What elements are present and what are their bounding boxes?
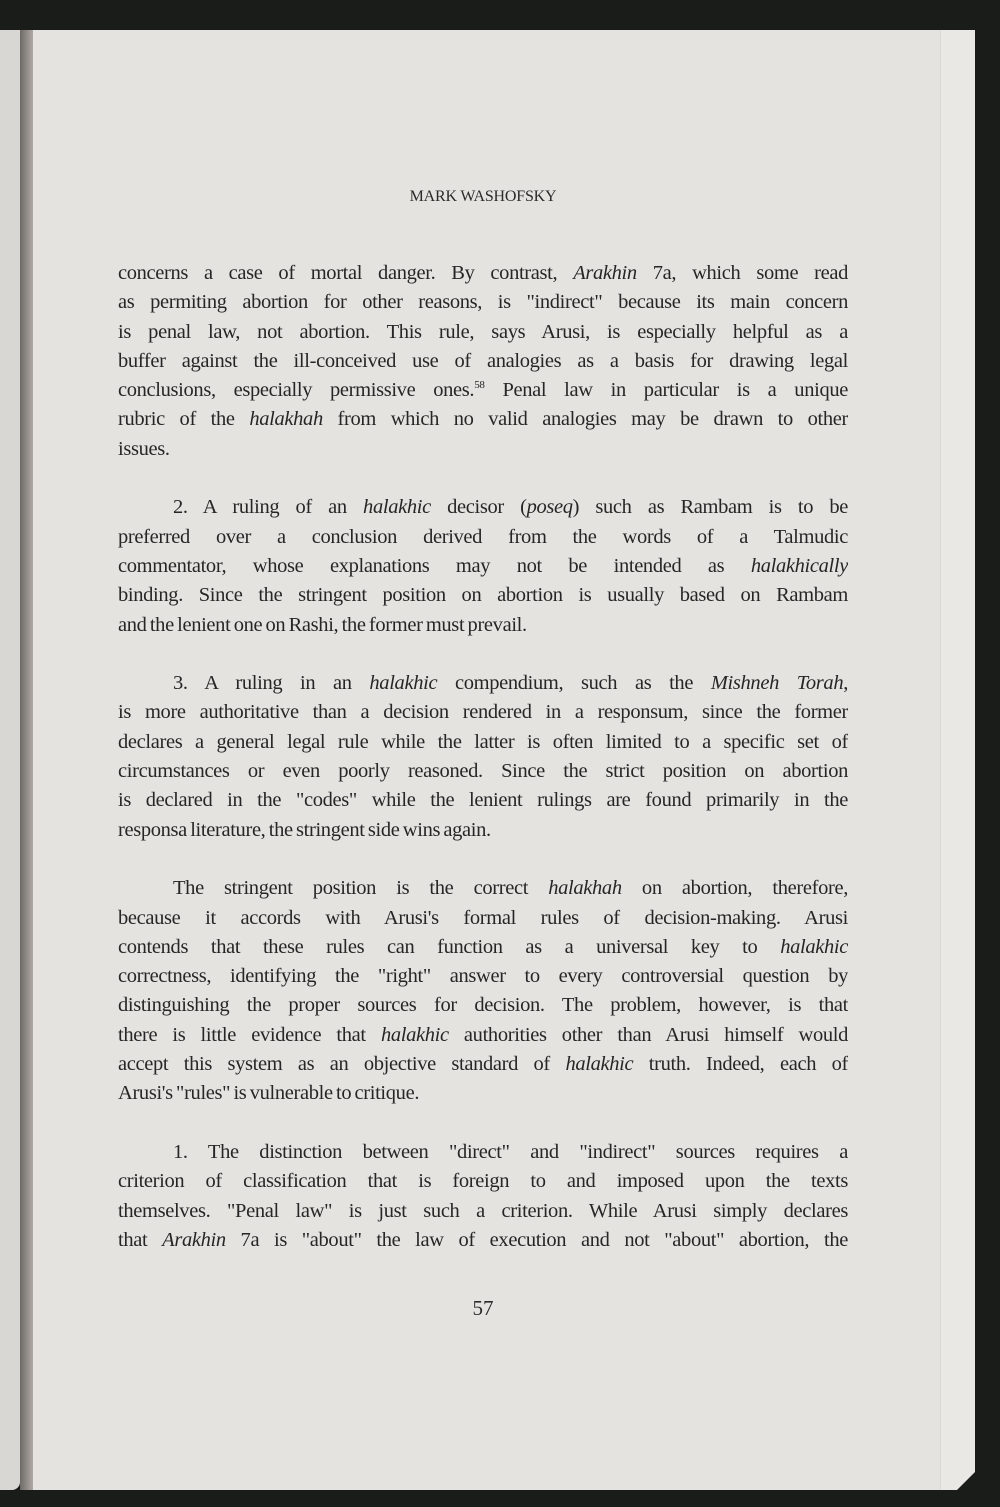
page-stack-edge	[940, 30, 975, 1490]
text-line	[118, 405, 848, 434]
text-line	[118, 1197, 848, 1226]
text-line	[118, 728, 848, 757]
paragraph-spacer	[118, 845, 848, 874]
italic-term: Mishneh Torah	[710, 672, 844, 695]
text-line	[118, 1050, 848, 1079]
italic-term: halakhah	[548, 877, 622, 900]
text-run: contends that these rules can function as a universal key to	[118, 935, 781, 958]
text-run: authorities other than Arusi himself would	[448, 1023, 848, 1046]
text-line	[118, 611, 848, 640]
text-line	[118, 347, 848, 376]
text-run: issues.	[118, 437, 170, 460]
text-run: because it accords with Arusi's formal rules of decision-making. Arusi	[118, 906, 848, 929]
text-run: is more authoritative than a decision rendered in a responsum, since the former	[118, 701, 848, 724]
paragraph-spacer	[118, 1109, 848, 1138]
text-run: rubric of the	[118, 408, 250, 431]
body-text	[118, 259, 848, 1255]
text-line	[118, 1167, 848, 1196]
text-line	[118, 698, 848, 727]
text-run: buffer against the ill-conceived use of analogies as a basis for drawing legal	[118, 349, 848, 372]
text-run: from which no valid analogies may be drawn to other	[322, 408, 848, 431]
italic-term: halakhic	[363, 496, 431, 519]
text-run: truth. Indeed, each of	[633, 1053, 848, 1076]
italic-term: poseq	[526, 496, 573, 519]
text-run: themselves. "Penal law" is just such a criterion. While Arusi simply declares	[118, 1199, 848, 1222]
text-line	[118, 259, 848, 288]
book-page	[33, 30, 975, 1490]
text-run: and the lenient one on Rashi, the former must prevail.	[118, 613, 527, 636]
text-run: 1. The distinction between "direct" and "indirect" sources requires a	[173, 1140, 848, 1163]
text-line	[118, 1021, 848, 1050]
running-head: MARK WASHOFSKY	[409, 188, 557, 205]
text-run: The stringent position is the correct	[173, 877, 549, 900]
text-run: ,	[843, 672, 848, 695]
text-line	[118, 1138, 848, 1167]
text-line	[118, 904, 848, 933]
text-line	[118, 435, 848, 464]
text-run: as permiting abortion for other reasons, is "indirect" because its main concern	[118, 291, 848, 314]
paragraph-spacer	[118, 640, 848, 669]
text-line	[118, 874, 848, 903]
text-run: commentator, whose explanations may not be intended as	[118, 554, 751, 577]
text-run: on abortion, therefore,	[621, 877, 848, 900]
text-line	[118, 669, 848, 698]
text-run: 7a, which some read	[636, 262, 848, 284]
text-line	[118, 581, 848, 610]
text-run: compendium, such as the	[437, 672, 711, 695]
paragraph-spacer	[118, 464, 848, 493]
italic-term: halakhically	[750, 554, 848, 577]
text-line	[118, 1079, 848, 1108]
text-line	[118, 552, 848, 581]
text-line	[118, 757, 848, 786]
text-run: preferred over a conclusion derived from the words of a Talmudic	[118, 525, 848, 548]
italic-term: halakhic	[780, 935, 848, 958]
text-run: conclusions, especially permissive ones.	[118, 379, 475, 402]
italic-term: Arakhin	[162, 1228, 226, 1251]
text-line	[118, 376, 848, 405]
text-run: distinguishing the proper sources for decision. The problem, however, is that	[118, 994, 848, 1017]
text-run: 3. A ruling in an	[173, 672, 370, 695]
book-gutter	[20, 30, 34, 1490]
text-line	[118, 523, 848, 552]
text-run: criterion of classification that is foreign to and imposed upon the texts	[118, 1170, 848, 1193]
text-run: correctness, identifying the "right" answer to every controversial question by	[118, 965, 848, 988]
italic-term: halakhic	[369, 672, 438, 695]
italic-term: Arakhin	[573, 262, 637, 284]
footnote-ref: 58	[474, 379, 485, 392]
text-run: that	[118, 1228, 163, 1251]
text-run: concerns a case of mortal danger. By contrast,	[118, 262, 574, 284]
text-run: circumstances or even poorly reasoned. Since the strict position on abortion	[118, 760, 848, 783]
text-run: is penal law, not abortion. This rule, says Arusi, is especially helpful as a	[118, 320, 848, 343]
text-line	[118, 816, 848, 845]
italic-term: halakhic	[565, 1053, 634, 1076]
text-run: is declared in the "codes" while the lenient rulings are found primarily in the	[118, 789, 848, 812]
text-run: binding. Since the stringent position on abortion is usually based on Rambam	[118, 584, 848, 607]
text-line	[118, 318, 848, 347]
page-corner	[957, 1472, 975, 1490]
text-run: Penal law in particular is a unique	[484, 379, 848, 402]
text-line	[118, 933, 848, 962]
previous-page-edge	[0, 30, 20, 1490]
italic-term: halakhic	[380, 1023, 449, 1046]
text-line	[118, 962, 848, 991]
text-run: there is little evidence that	[118, 1023, 381, 1046]
text-run: decisor (	[430, 496, 527, 519]
text-run: 7a is "about" the law of execution and not "about" abortion, the	[225, 1228, 848, 1251]
text-run: responsa literature, the stringent side wins again.	[118, 818, 491, 841]
italic-term: halakhah	[249, 408, 323, 431]
text-line	[118, 786, 848, 815]
text-line	[118, 991, 848, 1020]
text-run: accept this system as an objective standard of	[118, 1053, 566, 1076]
text-line	[118, 1226, 848, 1255]
text-run: Arusi's "rules" is vulnerable to critique.	[118, 1082, 420, 1105]
text-run: ) such as Rambam is to be	[572, 496, 848, 519]
text-line	[118, 288, 848, 317]
text-line	[118, 493, 848, 522]
page-number: 57	[472, 1296, 494, 1320]
text-run: 2. A ruling of an	[173, 496, 364, 519]
text-run: declares a general legal rule while the latter is often limited to a specific set of	[118, 730, 848, 753]
